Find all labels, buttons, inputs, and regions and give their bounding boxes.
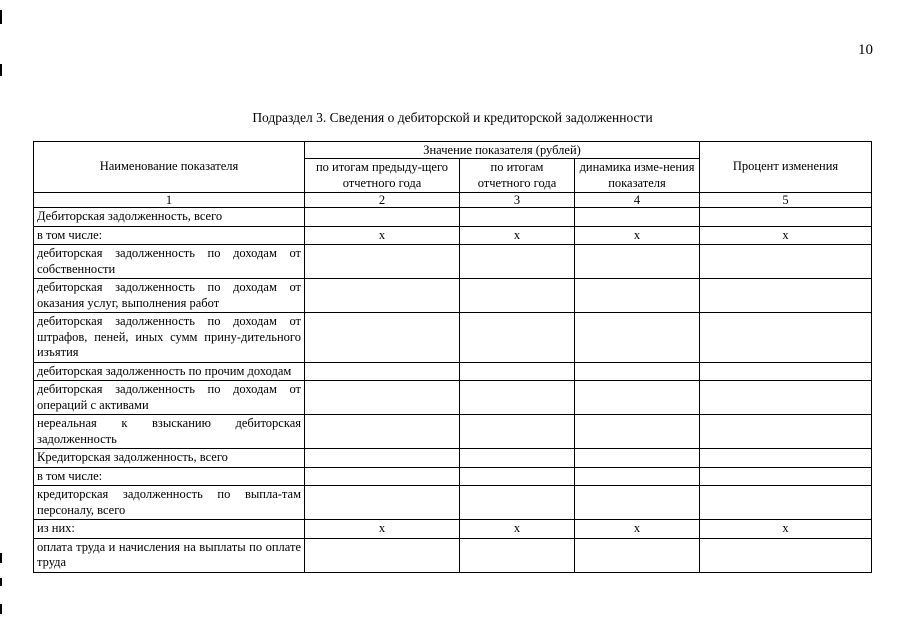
value-cell (700, 362, 872, 381)
table-row (34, 467, 872, 486)
value-cell (575, 208, 700, 227)
row-label: Дебиторская задолженность, всего (34, 208, 305, 227)
value-cell (575, 538, 700, 572)
value-cell: x (460, 226, 575, 245)
margin-mark (0, 553, 2, 563)
row-label: дебиторская задолженность по доходам от операций с активами (34, 381, 305, 415)
row-label: нереальная к взысканию дебиторская задолженность (34, 415, 305, 449)
table-row (34, 208, 872, 227)
value-cell (305, 486, 460, 520)
value-cell (700, 449, 872, 468)
margin-mark (0, 10, 2, 24)
value-cell (460, 313, 575, 363)
value-cell (460, 381, 575, 415)
value-cell (460, 362, 575, 381)
row-label: дебиторская задолженность по доходам от штрафов, пеней, иных сумм прину-дительного изъятия (34, 313, 305, 363)
value-cell: x (700, 226, 872, 245)
value-cell (575, 362, 700, 381)
value-cell (305, 208, 460, 227)
table-row (34, 362, 872, 381)
value-cell (460, 449, 575, 468)
value-cell: x (700, 520, 872, 539)
row-label: оплата труда и начисления на выплаты по оплате труда (34, 538, 305, 572)
row-label: дебиторская задолженность по доходам от оказания услуг, выполнения работ (34, 279, 305, 313)
table-row (34, 226, 872, 245)
table-row (34, 415, 872, 449)
column-number: 2 (305, 193, 460, 208)
value-cell: x (305, 520, 460, 539)
table-row (34, 381, 872, 415)
table-row (34, 279, 872, 313)
value-cell (460, 467, 575, 486)
value-cell (700, 486, 872, 520)
header-prev-year: по итогам предыду-щего отчетного года (305, 159, 460, 193)
row-label: дебиторская задолженность по прочим доходам (34, 362, 305, 381)
value-cell (305, 467, 460, 486)
header-value-group: Значение показателя (рублей) (305, 142, 700, 159)
value-cell (305, 279, 460, 313)
value-cell (305, 381, 460, 415)
header-percent: Процент изменения (700, 142, 872, 193)
header-name: Наименование показателя (34, 142, 305, 193)
row-label: Кредиторская задолженность, всего (34, 449, 305, 468)
value-cell (700, 245, 872, 279)
value-cell (460, 415, 575, 449)
column-number: 3 (460, 193, 575, 208)
table-row (34, 486, 872, 520)
value-cell (305, 313, 460, 363)
value-cell (575, 449, 700, 468)
table-row (34, 520, 872, 539)
value-cell (305, 415, 460, 449)
value-cell (305, 449, 460, 468)
value-cell (700, 313, 872, 363)
row-label: дебиторская задолженность по доходам от собственности (34, 245, 305, 279)
debt-table (33, 141, 872, 573)
column-number-row (34, 193, 872, 208)
value-cell (575, 415, 700, 449)
row-label: из них: (34, 520, 305, 539)
table-row (34, 245, 872, 279)
value-cell (460, 538, 575, 572)
value-cell: x (575, 520, 700, 539)
row-label: в том числе: (34, 467, 305, 486)
header-curr-year: по итогам отчетного года (460, 159, 575, 193)
value-cell: x (305, 226, 460, 245)
value-cell (460, 486, 575, 520)
value-cell (575, 381, 700, 415)
value-cell (305, 245, 460, 279)
margin-mark (0, 578, 2, 586)
value-cell (700, 538, 872, 572)
header-dynamics: динамика изме-нения показателя (575, 159, 700, 193)
value-cell (700, 279, 872, 313)
value-cell (575, 486, 700, 520)
value-cell (700, 415, 872, 449)
value-cell (700, 467, 872, 486)
section-title: Подраздел 3. Сведения о дебиторской и кредиторской задолженности (252, 110, 653, 125)
row-label: в том числе: (34, 226, 305, 245)
value-cell (575, 467, 700, 486)
value-cell (460, 245, 575, 279)
table-row (34, 449, 872, 468)
margin-mark (0, 604, 2, 614)
value-cell (575, 313, 700, 363)
row-label: кредиторская задолженность по выпла-там персоналу, всего (34, 486, 305, 520)
value-cell (460, 208, 575, 227)
page-number: 10 (858, 42, 873, 58)
value-cell (460, 279, 575, 313)
value-cell: x (575, 226, 700, 245)
value-cell (305, 362, 460, 381)
value-cell (575, 279, 700, 313)
table-row (34, 313, 872, 363)
table-row (34, 538, 872, 572)
value-cell (700, 381, 872, 415)
value-cell: x (460, 520, 575, 539)
column-number: 1 (34, 193, 305, 208)
value-cell (575, 245, 700, 279)
column-number: 4 (575, 193, 700, 208)
column-number: 5 (700, 193, 872, 208)
value-cell (700, 208, 872, 227)
margin-mark (0, 64, 2, 76)
value-cell (305, 538, 460, 572)
